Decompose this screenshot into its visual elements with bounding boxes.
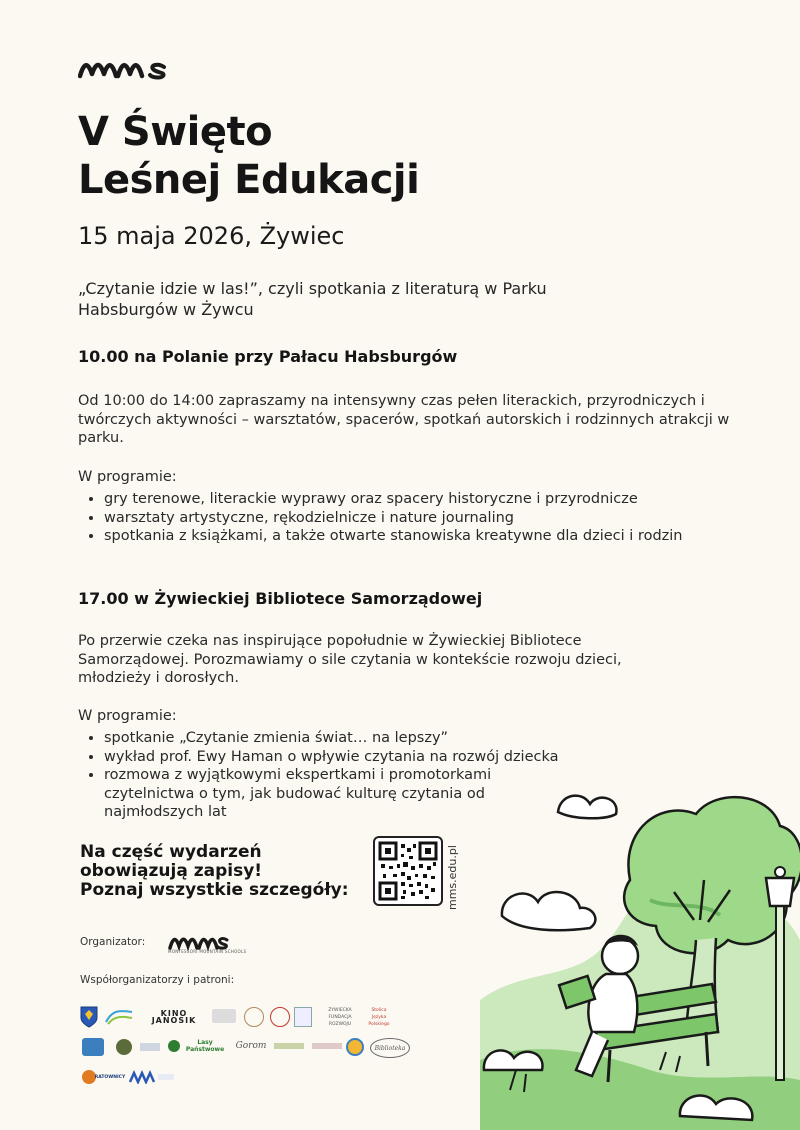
partners-label: Współorganizatorzy i patroni: <box>80 974 235 986</box>
website-url[interactable]: mms.edu.pl <box>446 845 459 910</box>
list-item: • spotkanie „Czytanie zmienia świat… na lepszy” <box>104 729 624 748</box>
title-line-2: Leśnej Edukacji <box>78 157 420 203</box>
partner-logo-round-icon <box>116 1039 132 1055</box>
intro-text: „Czytanie idzie w las!”, czyli spotkania z literaturą w Parku Habsburgów w Żywcu <box>78 279 547 319</box>
partner-logo-wave-icon <box>104 1006 134 1026</box>
section2-program-label: W programie: <box>78 708 177 724</box>
partner-logo-wave2-icon <box>128 1070 176 1084</box>
section1-paragraph: Od 10:00 do 14:00 zapraszamy na intensywny czas pełen literackich, przyrodniczych i twórczych aktywności – warsztatów, spacerów, spotkań autorskich i rodzinnych atrakcji w parku. <box>78 393 730 446</box>
list-item: • rozmowa z wyjątkowymi ekspertkami i promotorkami czytelnictwa o tym, jak budować kulturę czytania od najmłodszych lat <box>104 766 524 822</box>
cta-line-2: obowiązują zapisy! <box>80 861 263 881</box>
partner-ratownicy: RATOWNICY <box>94 1074 126 1080</box>
organizer-label: Organizator: <box>80 936 146 948</box>
partner-logo-strip-icon <box>274 1043 304 1049</box>
partner-zywiecka-fundacja: ZYWIECKA FUNDACJA ROZWOJU <box>328 1007 352 1027</box>
partner-lasy-panstwowe: Lasy Państwowe <box>185 1039 225 1053</box>
partner-seal-icon <box>244 1007 264 1027</box>
list-item: • gry terenowe, literackie wyprawy oraz spacery historyczne i przyrodnicze <box>104 490 682 509</box>
list-item: • wykład prof. Ewy Haman o wpływie czytania na rozwój dziecka <box>104 748 624 767</box>
partner-logo-blue-icon <box>82 1038 104 1056</box>
list-item: • warsztaty artystyczne, rękodzielnicze i nature journaling <box>104 509 682 528</box>
registration-info <box>80 843 349 900</box>
list-item: • spotkania z książkami, a także otwarte stanowiska kreatywne dla dzieci i rodzin <box>104 527 682 546</box>
title-line-1: V Święto <box>78 109 273 155</box>
cta-line-1: Na część wydarzeń <box>80 842 262 862</box>
section2-heading: 17.00 w Żywieckiej Bibliotece Samorządowej <box>78 589 483 608</box>
section1-heading: 10.00 na Polanie przy Pałacu Habsburgów <box>78 347 458 366</box>
partner-biblioteka: Biblioteka <box>370 1038 410 1058</box>
qr-code[interactable] <box>373 836 443 906</box>
partner-logo-building-icon <box>212 1009 236 1023</box>
partner-seal-red-icon <box>270 1007 290 1027</box>
cta-line-3: Poznaj wszystkie szczegóły: <box>80 880 349 900</box>
coat-of-arms-icon <box>80 1006 98 1028</box>
forest-reading-illustration <box>480 770 800 1130</box>
partner-stolica-jezyka: Stolica Języka Polskiego <box>368 1007 390 1027</box>
organizer-logo-subtitle: MONTESSORI MOUNTAIN SCHOOLS <box>168 949 247 954</box>
section1-program-label: W programie: <box>78 469 177 485</box>
section2-paragraph: Po przerwie czeka nas inspirujące popołudnie w Żywieckiej Bibliotece Samorządowej. Porozmawiamy o sile czytania w kontekście rozwoju dzieci, młodzieży i dorosłych. <box>78 633 622 686</box>
partner-gorom: Gorom <box>235 1040 267 1051</box>
section1-program-list <box>78 490 682 546</box>
partner-logo-sun-icon <box>346 1038 364 1056</box>
partner-logo-small-icon <box>140 1043 160 1051</box>
page-title <box>78 108 419 204</box>
partner-shield-icon <box>294 1007 312 1027</box>
partner-logo-strip2-icon <box>312 1043 342 1049</box>
lasy-panstwowe-icon <box>168 1040 180 1052</box>
mms-logo <box>78 58 170 80</box>
partner-kino-janosik: KINO JANOSIK <box>151 1009 197 1025</box>
event-date: 15 maja 2026, Żywiec <box>78 222 345 250</box>
